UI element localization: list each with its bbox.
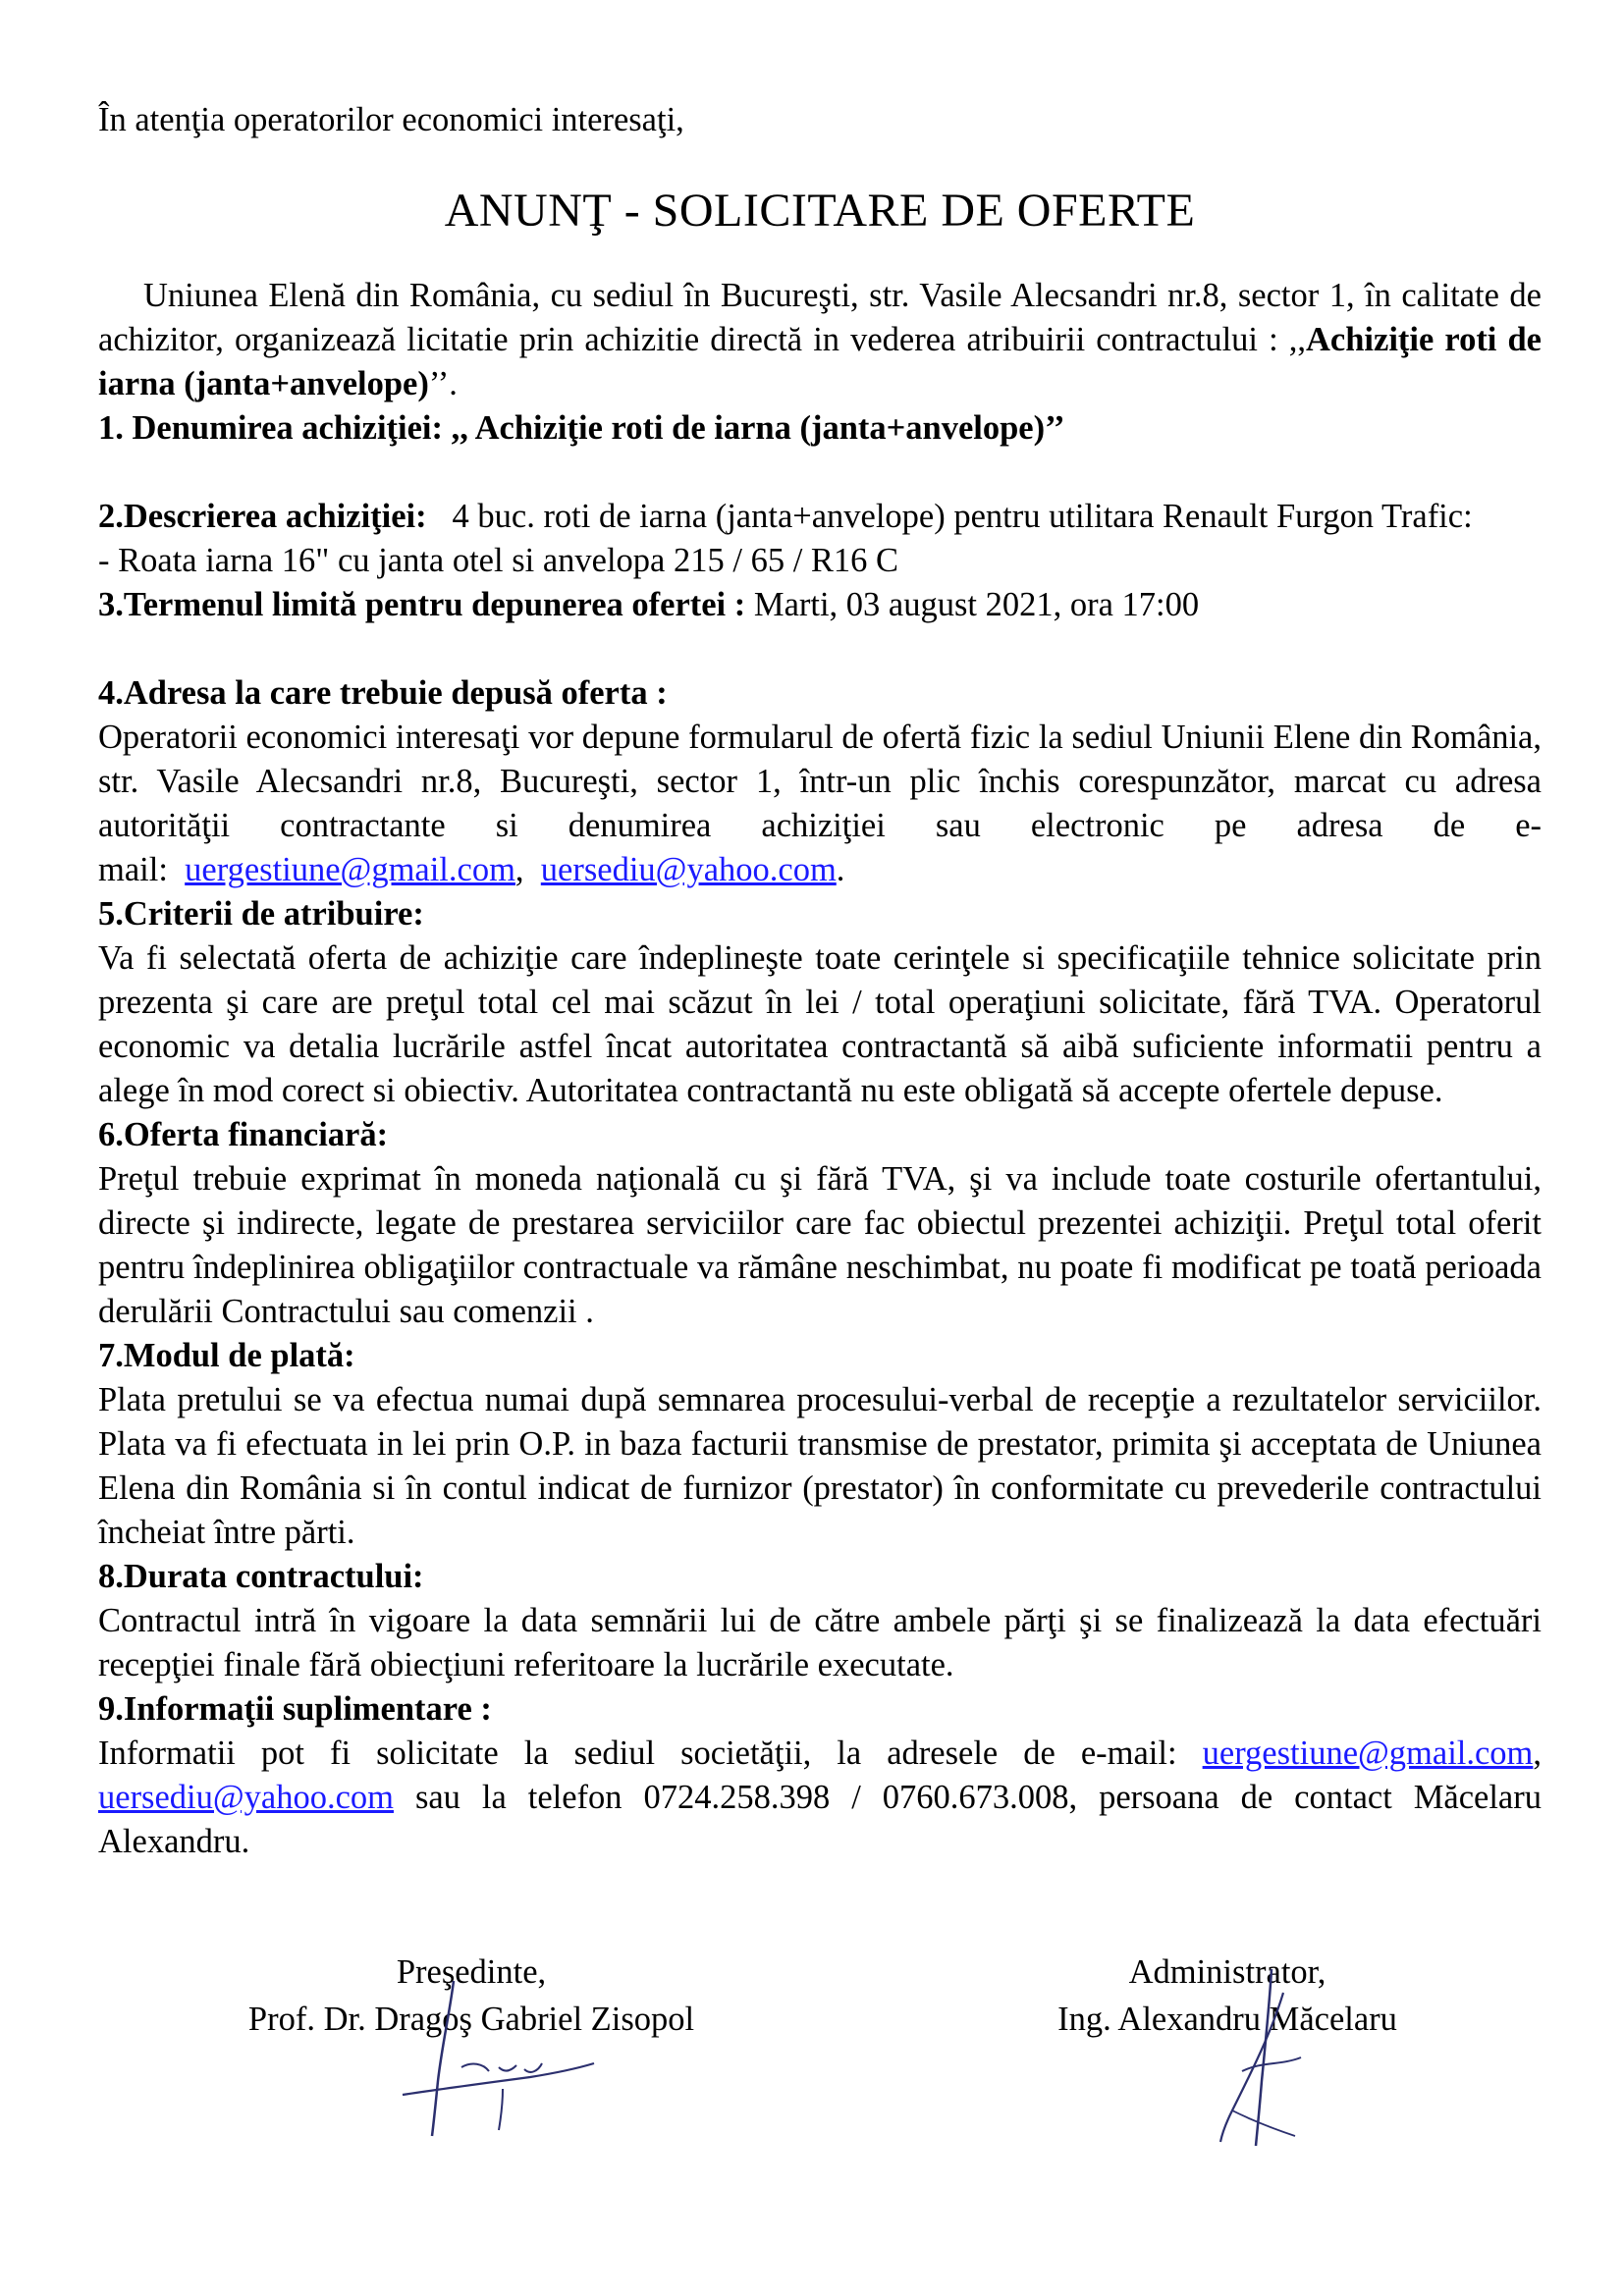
intro-paragraph bbox=[98, 274, 1542, 406]
section-2 bbox=[98, 495, 1542, 539]
section-4-text: Operatorii economici interesaţi vor depune formularul de ofertă fizic la sediul Uniunii Elene din România, str. Vasile Alecsandri nr.8, Bucureşti, sector 1, într-un plic închis corespunzător, marcat cu adresa autorităţii contractante si denumirea achiziţiei sau electronic pe adresa de e-mail: bbox=[98, 719, 1542, 888]
section-4-end: . bbox=[836, 851, 845, 888]
section-3-heading: 3.Termenul limită pentru depunerea ofertei : bbox=[98, 586, 746, 623]
section-7-text: Plata pretului se va efectua numai după semnarea procesului-verbal de recepţie a rezultatelor serviciilor. Plata va fi efectuata in lei prin O.P. in baza facturii transmise de prestator, primita şi acceptata de Uniunea Elena din România si în contul indicat de furnizor (prestator) în conformitate cu prevederile contractului încheiat între părti. bbox=[98, 1381, 1542, 1551]
section-7-heading: 7.Modul de plată: bbox=[98, 1337, 355, 1374]
section-2-heading: 2.Descrierea achiziţiei: bbox=[98, 498, 427, 535]
section-2-line: - Roata iarna 16" cu janta otel si anvelopa 215 / 65 / R16 C bbox=[98, 542, 899, 579]
email-link-gmail-2[interactable]: uergestiune@gmail.com bbox=[1202, 1735, 1534, 1772]
section-3-text: Marti, 03 august 2021, ora 17:00 bbox=[753, 586, 1200, 623]
section-9-heading: 9.Informaţii suplimentare : bbox=[98, 1690, 492, 1728]
document-page bbox=[98, 98, 1542, 1864]
section-4-heading: 4.Adresa la care trebuie depusă oferta : bbox=[98, 674, 668, 712]
president-role: Preşedinte, bbox=[396, 1953, 547, 1991]
section-4-body bbox=[98, 716, 1542, 892]
email-link-yahoo[interactable]: uersediu@yahoo.com bbox=[540, 851, 837, 888]
section-6-text: Preţul trebuie exprimat în moneda naţională cu şi fără TVA, şi va include toate costurile ofertantului, directe şi indirecte, legate de prestarea serviciilor care fac obiectul prezentei achiziţii. Preţul total oferit pentru îndeplinirea obligaţiilor contractuale va rămâne neschimbat, nu poate fi modificat pe toată perioada derulării Contractului sau comenzii . bbox=[98, 1160, 1542, 1330]
section-1-heading: 1. Denumirea achiziţiei: ,, Achiziţie roti de iarna (janta+anvelope)’’ bbox=[98, 409, 1065, 447]
section-9-text: Informatii pot fi solicitate la sediul societăţii, la adresele de e-mail: bbox=[98, 1735, 1177, 1772]
administrator-name: Ing. Alexandru Măcelaru bbox=[1057, 2001, 1397, 2038]
section-3 bbox=[98, 583, 1542, 627]
intro-text: Uniunea Elenă din România, cu sediul în Bucureşti, str. Vasile Alecsandri nr.8, sector 1, în calitate de achizitor, organizează licitatie prin achizitie directă in vederea atribuirii contractului : ,, bbox=[98, 277, 1542, 358]
section-9-body bbox=[98, 1732, 1542, 1864]
president-signature-icon bbox=[393, 1973, 609, 2140]
email-separator: , bbox=[514, 851, 524, 888]
section-8-heading: 8.Durata contractului: bbox=[98, 1558, 424, 1595]
section-5-heading: 5.Criterii de atribuire: bbox=[98, 895, 424, 933]
intro-bold: Achiziţie roti de iarna (janta+anvelope) bbox=[98, 321, 1542, 402]
greeting: În atenţia operatorilor economici interesaţi, bbox=[98, 101, 684, 138]
email-link-gmail[interactable]: uergestiune@gmail.com bbox=[185, 851, 515, 888]
section-5-text: Va fi selectată oferta de achiziţie care îndeplineşte toate cerinţele si specificaţiile tehnice solicitate prin prezenta şi care are preţul total cel mai scăzut în lei / total operaţiuni solicitate, fără TVA. Operatorul economic va detalia lucrările astfel încat autoritatea contractantă să aibă suficiente informatii pentru a alege în mod corect si obiectiv. Autoritatea contractantă nu este obligată să accepte ofertele depuse. bbox=[98, 939, 1542, 1109]
section-6-heading: 6.Oferta financiară: bbox=[98, 1116, 389, 1153]
administrator-signature-icon bbox=[1213, 1963, 1321, 2150]
intro-end: ’’. bbox=[428, 365, 458, 402]
section-2-text: 4 buc. roti de iarna (janta+anvelope) pentru utilitara Renault Furgon Trafic: bbox=[452, 498, 1473, 535]
page-title: ANUNŢ - SOLICITARE DE OFERTE bbox=[444, 185, 1196, 237]
administrator-role: Administrator, bbox=[1128, 1953, 1326, 1991]
email-separator-2: , bbox=[1533, 1735, 1543, 1772]
section-8-text: Contractul intră în vigoare la data semnării lui de către ambele părţi şi se finalizează la data efectuări recepţiei finale fără obiecţiuni referitoare la lucrările executate. bbox=[98, 1602, 1542, 1683]
section-9-text-2: sau la telefon 0724.258.398 / 0760.673.008, persoana de contact Măcelaru Alexandru. bbox=[98, 1779, 1542, 1860]
president-name: Prof. Dr. Dragoş Gabriel Zisopol bbox=[247, 2001, 695, 2038]
email-link-yahoo-2[interactable]: uersediu@yahoo.com bbox=[98, 1779, 394, 1816]
